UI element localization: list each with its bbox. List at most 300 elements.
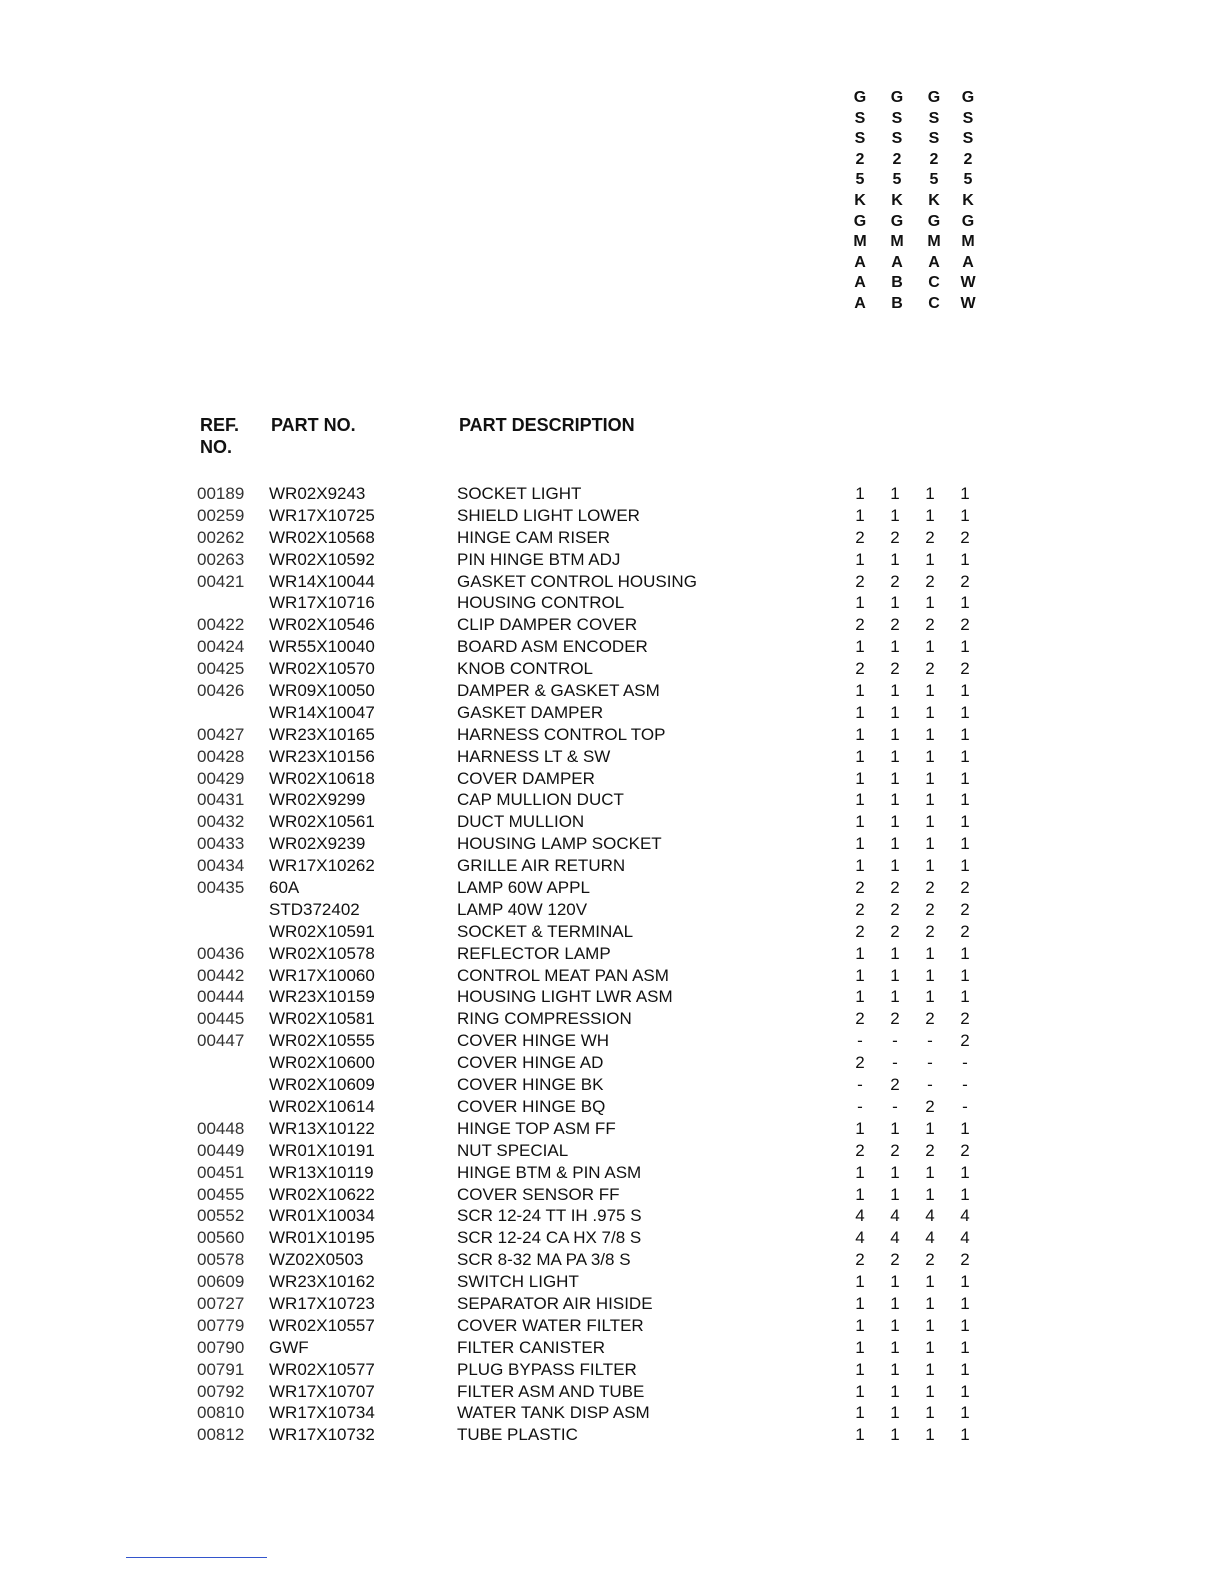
table-row: [0, 1359, 1224, 1381]
quantity-cell: 1: [855, 1315, 865, 1335]
table-row: [0, 1271, 1224, 1293]
model-char: 2: [929, 150, 939, 168]
description-cell: RING COMPRESSION: [457, 1009, 632, 1029]
quantity-cell: 2: [890, 659, 900, 679]
quantity-cell: 1: [855, 1337, 865, 1357]
description-cell: SHIELD LIGHT LOWER: [457, 505, 640, 525]
description-cell: SOCKET LIGHT: [457, 484, 582, 503]
ref-no-cell: 00425: [197, 659, 245, 679]
quantity-cell: 1: [925, 943, 935, 963]
quantity-cell: 1: [855, 1403, 865, 1423]
description-cell: COVER DAMPER: [457, 768, 595, 788]
ref-no-cell: 00431: [197, 790, 245, 810]
part-no-cell: WR17X10734: [269, 1403, 375, 1423]
quantity-cell: -: [962, 1053, 968, 1073]
description-cell: SCR 8-32 MA PA 3/8 S: [457, 1250, 631, 1270]
quantity-cell: 1: [890, 943, 900, 963]
quantity-cell: 2: [925, 1140, 935, 1160]
description-cell: BOARD ASM ENCODER: [457, 637, 648, 657]
model-char: B: [891, 294, 903, 312]
quantity-cell: 1: [960, 1162, 970, 1182]
quantity-cell: 1: [855, 1118, 865, 1138]
part-no-cell: WR02X10561: [269, 812, 375, 832]
quantity-cell: 4: [925, 1228, 935, 1248]
model-char: K: [962, 191, 974, 209]
description-cell: LAMP 40W 120V: [457, 899, 588, 919]
model-char: A: [854, 274, 866, 292]
part-no-cell: STD372402: [269, 899, 360, 919]
quantity-cell: 1: [890, 1272, 900, 1292]
quantity-cell: 1: [960, 1403, 970, 1423]
quantity-cell: -: [857, 1096, 863, 1116]
model-char: G: [853, 89, 867, 106]
quantity-cell: 1: [890, 484, 900, 503]
ref-no-cell: 00429: [197, 768, 245, 788]
part-no-cell: WR17X10732: [269, 1425, 375, 1445]
ref-no-cell: 00727: [197, 1293, 245, 1313]
quantity-cell: 2: [960, 921, 970, 941]
quantity-cell: 2: [925, 921, 935, 941]
description-cell: CAP MULLION DUCT: [457, 790, 624, 810]
table-row: [0, 636, 1224, 658]
table-row: [0, 1030, 1224, 1052]
model-char: A: [854, 294, 866, 312]
model-char: S: [854, 109, 866, 127]
model-column: [848, 88, 872, 315]
quantity-cell: 2: [890, 1140, 900, 1160]
ref-no-cell: 00448: [197, 1118, 245, 1138]
table-row: [0, 1052, 1224, 1074]
quantity-cell: 1: [925, 1337, 935, 1357]
part-no-cell: WR17X10723: [269, 1293, 375, 1313]
quantity-cell: 2: [960, 659, 970, 679]
table-row: [0, 1293, 1224, 1315]
parts-table: [0, 483, 1224, 1446]
part-no-cell: WR17X10060: [269, 965, 375, 985]
quantity-cell: 1: [925, 593, 935, 613]
quantity-cell: 4: [890, 1228, 900, 1248]
quantity-cell: 2: [925, 878, 935, 898]
quantity-cell: 2: [890, 571, 900, 591]
quantity-cell: 1: [925, 1381, 935, 1401]
part-no-cell: WR17X10707: [269, 1381, 375, 1401]
description-cell: COVER HINGE BQ: [457, 1096, 606, 1116]
description-cell: SOCKET & TERMINAL: [457, 921, 634, 941]
description-cell: CONTROL MEAT PAN ASM: [457, 965, 669, 985]
model-char: S: [891, 130, 903, 148]
model-char: M: [961, 233, 975, 251]
model-char: A: [854, 253, 866, 271]
quantity-cell: 1: [925, 1272, 935, 1292]
quantity-cell: 1: [960, 746, 970, 766]
model-char: K: [928, 191, 940, 209]
quantity-cell: 2: [960, 1140, 970, 1160]
quantity-cell: 2: [890, 1009, 900, 1029]
table-row: [0, 1315, 1224, 1337]
ref-no-cell: 00779: [197, 1315, 245, 1335]
model-char: 5: [929, 171, 939, 189]
ref-no-cell: 00447: [197, 1031, 245, 1051]
quantity-cell: 1: [960, 1118, 970, 1138]
quantity-cell: 1: [960, 505, 970, 525]
description-cell: GASKET CONTROL HOUSING: [457, 571, 697, 591]
part-no-cell: WR02X10591: [269, 921, 375, 941]
table-row: [0, 1184, 1224, 1206]
quantity-cell: 1: [925, 505, 935, 525]
quantity-cell: 2: [925, 659, 935, 679]
quantity-cell: 1: [890, 1381, 900, 1401]
quantity-cell: 1: [890, 812, 900, 832]
part-no-cell: WR02X10557: [269, 1315, 375, 1335]
description-cell: COVER HINGE BK: [457, 1075, 604, 1095]
ref-no-cell: 00421: [197, 571, 245, 591]
description-cell: COVER HINGE WH: [457, 1031, 610, 1051]
quantity-cell: 4: [960, 1206, 970, 1226]
table-row: [0, 833, 1224, 855]
quantity-cell: 1: [960, 790, 970, 810]
description-cell: SEPARATOR AIR HISIDE: [457, 1293, 653, 1313]
model-char: S: [962, 109, 974, 127]
part-no-cell: WR02X10614: [269, 1096, 375, 1116]
part-no-cell: WZ02X0503: [269, 1250, 364, 1270]
quantity-cell: 1: [890, 549, 900, 569]
quantity-cell: 1: [960, 965, 970, 985]
ref-no-cell: 00560: [197, 1228, 245, 1248]
quantity-cell: 1: [890, 768, 900, 788]
part-no-cell: WR02X10592: [269, 549, 375, 569]
quantity-cell: 2: [890, 615, 900, 635]
table-row: [0, 1008, 1224, 1030]
quantity-cell: 1: [925, 987, 935, 1007]
quantity-cell: 1: [855, 965, 865, 985]
part-no-cell: WR02X10622: [269, 1184, 375, 1204]
part-no-cell: WR13X10122: [269, 1118, 375, 1138]
quantity-cell: 1: [960, 812, 970, 832]
quantity-cell: 1: [890, 834, 900, 854]
quantity-cell: 1: [960, 549, 970, 569]
model-char: W: [960, 274, 976, 292]
table-row: [0, 549, 1224, 571]
model-char: M: [890, 233, 904, 251]
quantity-cell: 2: [855, 615, 865, 635]
quantity-cell: 1: [925, 637, 935, 657]
model-char: W: [960, 294, 976, 312]
quantity-cell: 1: [925, 681, 935, 701]
description-cell: FILTER CANISTER: [457, 1337, 605, 1357]
model-char: G: [890, 89, 904, 106]
description-cell: KNOB CONTROL: [457, 659, 594, 679]
quantity-cell: 1: [925, 856, 935, 876]
quantity-cell: 1: [855, 768, 865, 788]
quantity-cell: 1: [925, 549, 935, 569]
part-no-cell: WR09X10050: [269, 681, 375, 701]
quantity-cell: 1: [960, 1381, 970, 1401]
description-cell: DUCT MULLION: [457, 812, 585, 832]
quantity-cell: 1: [890, 1337, 900, 1357]
part-no-cell: WR23X10165: [269, 724, 375, 744]
ref-no-cell: 00609: [197, 1272, 245, 1292]
quantity-cell: 1: [890, 1425, 900, 1445]
quantity-cell: 2: [855, 921, 865, 941]
quantity-cell: 1: [855, 834, 865, 854]
ref-no-cell: 00189: [197, 484, 245, 503]
model-char: A: [891, 253, 903, 271]
part-no-cell: WR02X10555: [269, 1031, 375, 1051]
table-row: [0, 1337, 1224, 1359]
quantity-cell: 2: [925, 615, 935, 635]
quantity-cell: 1: [890, 702, 900, 722]
quantity-cell: 1: [925, 965, 935, 985]
quantity-cell: 2: [925, 1250, 935, 1270]
quantity-cell: 2: [960, 1250, 970, 1270]
ref-no-cell: 00449: [197, 1140, 245, 1160]
table-row: [0, 1096, 1224, 1118]
model-char: S: [854, 130, 866, 148]
quantity-cell: 1: [855, 1293, 865, 1313]
quantity-cell: 1: [855, 549, 865, 569]
model-char: C: [928, 274, 940, 292]
description-cell: HOUSING CONTROL: [457, 593, 625, 613]
quantity-cell: 1: [855, 681, 865, 701]
quantity-cell: 1: [960, 768, 970, 788]
table-row: [0, 1074, 1224, 1096]
description-cell: COVER HINGE AD: [457, 1053, 604, 1073]
quantity-cell: 1: [855, 1184, 865, 1204]
quantity-cell: 2: [925, 1096, 935, 1116]
quantity-cell: 2: [960, 1009, 970, 1029]
quantity-cell: 2: [960, 899, 970, 919]
quantity-cell: 1: [925, 1403, 935, 1423]
quantity-cell: 2: [960, 571, 970, 591]
quantity-cell: -: [962, 1096, 968, 1116]
table-row: [0, 1249, 1224, 1271]
table-row: [0, 921, 1224, 943]
ref-no-cell: 00790: [197, 1337, 245, 1357]
table-row: [0, 527, 1224, 549]
table-row: [0, 592, 1224, 614]
quantity-cell: 1: [960, 1293, 970, 1313]
quantity-cell: 1: [855, 637, 865, 657]
ref-no-cell: 00812: [197, 1425, 245, 1445]
description-cell: COVER SENSOR FF: [457, 1184, 620, 1204]
part-no-cell: WR17X10725: [269, 505, 375, 525]
description-cell: HINGE BTM & PIN ASM: [457, 1162, 642, 1182]
model-char: 5: [963, 171, 973, 189]
model-char: M: [853, 233, 867, 251]
quantity-cell: 1: [890, 987, 900, 1007]
quantity-cell: 1: [960, 702, 970, 722]
part-no-cell: WR01X10195: [269, 1228, 375, 1248]
table-row: [0, 724, 1224, 746]
quantity-cell: 1: [960, 1337, 970, 1357]
part-no-cell: WR02X10578: [269, 943, 375, 963]
model-char: S: [891, 109, 903, 127]
quantity-cell: 1: [890, 681, 900, 701]
table-row: [0, 483, 1224, 505]
table-row: [0, 680, 1224, 702]
model-char: 5: [892, 171, 902, 189]
quantity-cell: 1: [890, 1184, 900, 1204]
quantity-cell: 2: [960, 1031, 970, 1051]
quantity-cell: 1: [855, 1162, 865, 1182]
table-row: [0, 1227, 1224, 1249]
description-cell: HOUSING LIGHT LWR ASM: [457, 987, 673, 1007]
quantity-cell: 1: [855, 1381, 865, 1401]
quantity-cell: -: [962, 1075, 968, 1095]
quantity-cell: 1: [890, 593, 900, 613]
quantity-cell: 1: [925, 1359, 935, 1379]
ref-no-cell: 00432: [197, 812, 245, 832]
ref-no-cell: 00427: [197, 724, 245, 744]
part-no-cell: WR02X10570: [269, 659, 375, 679]
part-no-cell: WR23X10159: [269, 987, 375, 1007]
quantity-cell: 2: [855, 527, 865, 547]
model-char: M: [927, 233, 941, 251]
ref-no-cell: 00259: [197, 505, 245, 525]
model-char: S: [928, 130, 940, 148]
ref-no-cell: 00436: [197, 943, 245, 963]
model-char: G: [961, 89, 975, 106]
part-no-cell: WR13X10119: [269, 1162, 374, 1182]
quantity-cell: 1: [890, 505, 900, 525]
model-char: G: [927, 89, 941, 106]
quantity-cell: 1: [925, 768, 935, 788]
quantity-cell: 1: [960, 1425, 970, 1445]
quantity-cell: 1: [960, 1315, 970, 1335]
quantity-cell: 1: [960, 1184, 970, 1204]
model-char: G: [853, 212, 867, 230]
quantity-cell: 1: [925, 834, 935, 854]
footer-rule: [126, 1557, 267, 1558]
model-char: C: [928, 294, 940, 312]
quantity-cell: 1: [855, 943, 865, 963]
quantity-cell: 2: [855, 1250, 865, 1270]
quantity-cell: 1: [960, 681, 970, 701]
description-cell: TUBE PLASTIC: [457, 1425, 578, 1445]
quantity-cell: 1: [855, 812, 865, 832]
ref-no-cell: 00451: [197, 1162, 245, 1182]
model-char: S: [928, 109, 940, 127]
quantity-cell: 1: [855, 1425, 865, 1445]
quantity-cell: 1: [925, 1184, 935, 1204]
ref-no-cell: 00445: [197, 1009, 245, 1029]
quantity-cell: 1: [925, 1118, 935, 1138]
quantity-cell: -: [927, 1053, 933, 1073]
quantity-cell: 2: [890, 899, 900, 919]
model-char: 2: [963, 150, 973, 168]
ref-no-cell: 00424: [197, 637, 245, 657]
description-cell: HARNESS LT & SW: [457, 746, 611, 766]
quantity-cell: 2: [855, 659, 865, 679]
description-cell: CLIP DAMPER COVER: [457, 615, 638, 635]
table-row: [0, 965, 1224, 987]
quantity-cell: 1: [960, 724, 970, 744]
part-no-cell: WR14X10044: [269, 571, 375, 591]
ref-no-cell: 00552: [197, 1206, 245, 1226]
ref-no-cell: 00434: [197, 856, 245, 876]
quantity-cell: 2: [890, 921, 900, 941]
ref-no-cell: 00426: [197, 681, 245, 701]
quantity-cell: 1: [890, 1118, 900, 1138]
part-no-cell: WR02X10609: [269, 1075, 375, 1095]
ref-no-cell: 00578: [197, 1250, 245, 1270]
part-no-cell: GWF: [269, 1337, 309, 1357]
part-description-header: PART DESCRIPTION: [459, 415, 635, 435]
quantity-cell: 1: [890, 1403, 900, 1423]
table-row: [0, 986, 1224, 1008]
quantity-cell: 1: [855, 1359, 865, 1379]
quantity-cell: 2: [855, 1053, 865, 1073]
table-row: [0, 877, 1224, 899]
model-char: 2: [855, 150, 865, 168]
quantity-cell: 1: [925, 746, 935, 766]
model-number-header: [848, 88, 988, 318]
model-char: 5: [855, 171, 865, 189]
table-row: [0, 1205, 1224, 1227]
ref-no-cell: 00444: [197, 987, 245, 1007]
quantity-cell: 2: [925, 899, 935, 919]
ref-no-cell: 00792: [197, 1381, 245, 1401]
quantity-cell: 1: [925, 812, 935, 832]
quantity-cell: 1: [925, 724, 935, 744]
part-no-cell: WR02X10577: [269, 1359, 375, 1379]
model-char: 2: [892, 150, 902, 168]
table-row: [0, 746, 1224, 768]
ref-no-cell: 00428: [197, 746, 245, 766]
quantity-cell: 1: [960, 943, 970, 963]
quantity-cell: -: [927, 1075, 933, 1095]
table-row: [0, 768, 1224, 790]
table-row: [0, 899, 1224, 921]
model-char: B: [891, 274, 903, 292]
table-row: [0, 811, 1224, 833]
quantity-cell: 2: [960, 878, 970, 898]
quantity-cell: -: [857, 1031, 863, 1051]
ref-no-cell: 00262: [197, 527, 245, 547]
description-cell: HINGE CAM RISER: [457, 527, 611, 547]
part-no-cell: WR01X10191: [269, 1140, 375, 1160]
quantity-cell: 1: [855, 593, 865, 613]
description-cell: REFLECTOR LAMP: [457, 943, 611, 963]
description-cell: SCR 12-24 CA HX 7/8 S: [457, 1228, 642, 1248]
table-row: [0, 658, 1224, 680]
description-cell: GASKET DAMPER: [457, 702, 604, 722]
model-char: A: [928, 253, 940, 271]
part-no-cell: WR02X10600: [269, 1053, 375, 1073]
quantity-cell: 2: [890, 527, 900, 547]
table-row: [0, 1381, 1224, 1403]
part-no-header: PART NO.: [271, 415, 356, 435]
quantity-cell: 2: [925, 527, 935, 547]
table-row: [0, 1162, 1224, 1184]
quantity-cell: 4: [855, 1228, 865, 1248]
quantity-cell: 1: [855, 987, 865, 1007]
table-row: [0, 855, 1224, 877]
model-char: G: [961, 212, 975, 230]
table-row: [0, 614, 1224, 636]
quantity-cell: 2: [925, 571, 935, 591]
quantity-cell: 2: [960, 527, 970, 547]
part-no-cell: WR02X9299: [269, 790, 366, 810]
quantity-cell: 2: [890, 1075, 900, 1095]
model-column: [956, 88, 980, 315]
description-cell: FILTER ASM AND TUBE: [457, 1381, 645, 1401]
part-no-cell: 60A: [269, 878, 300, 898]
description-cell: PLUG BYPASS FILTER: [457, 1359, 637, 1379]
model-char: K: [891, 191, 903, 209]
description-cell: LAMP 60W APPL: [457, 878, 590, 898]
quantity-cell: 2: [925, 1009, 935, 1029]
